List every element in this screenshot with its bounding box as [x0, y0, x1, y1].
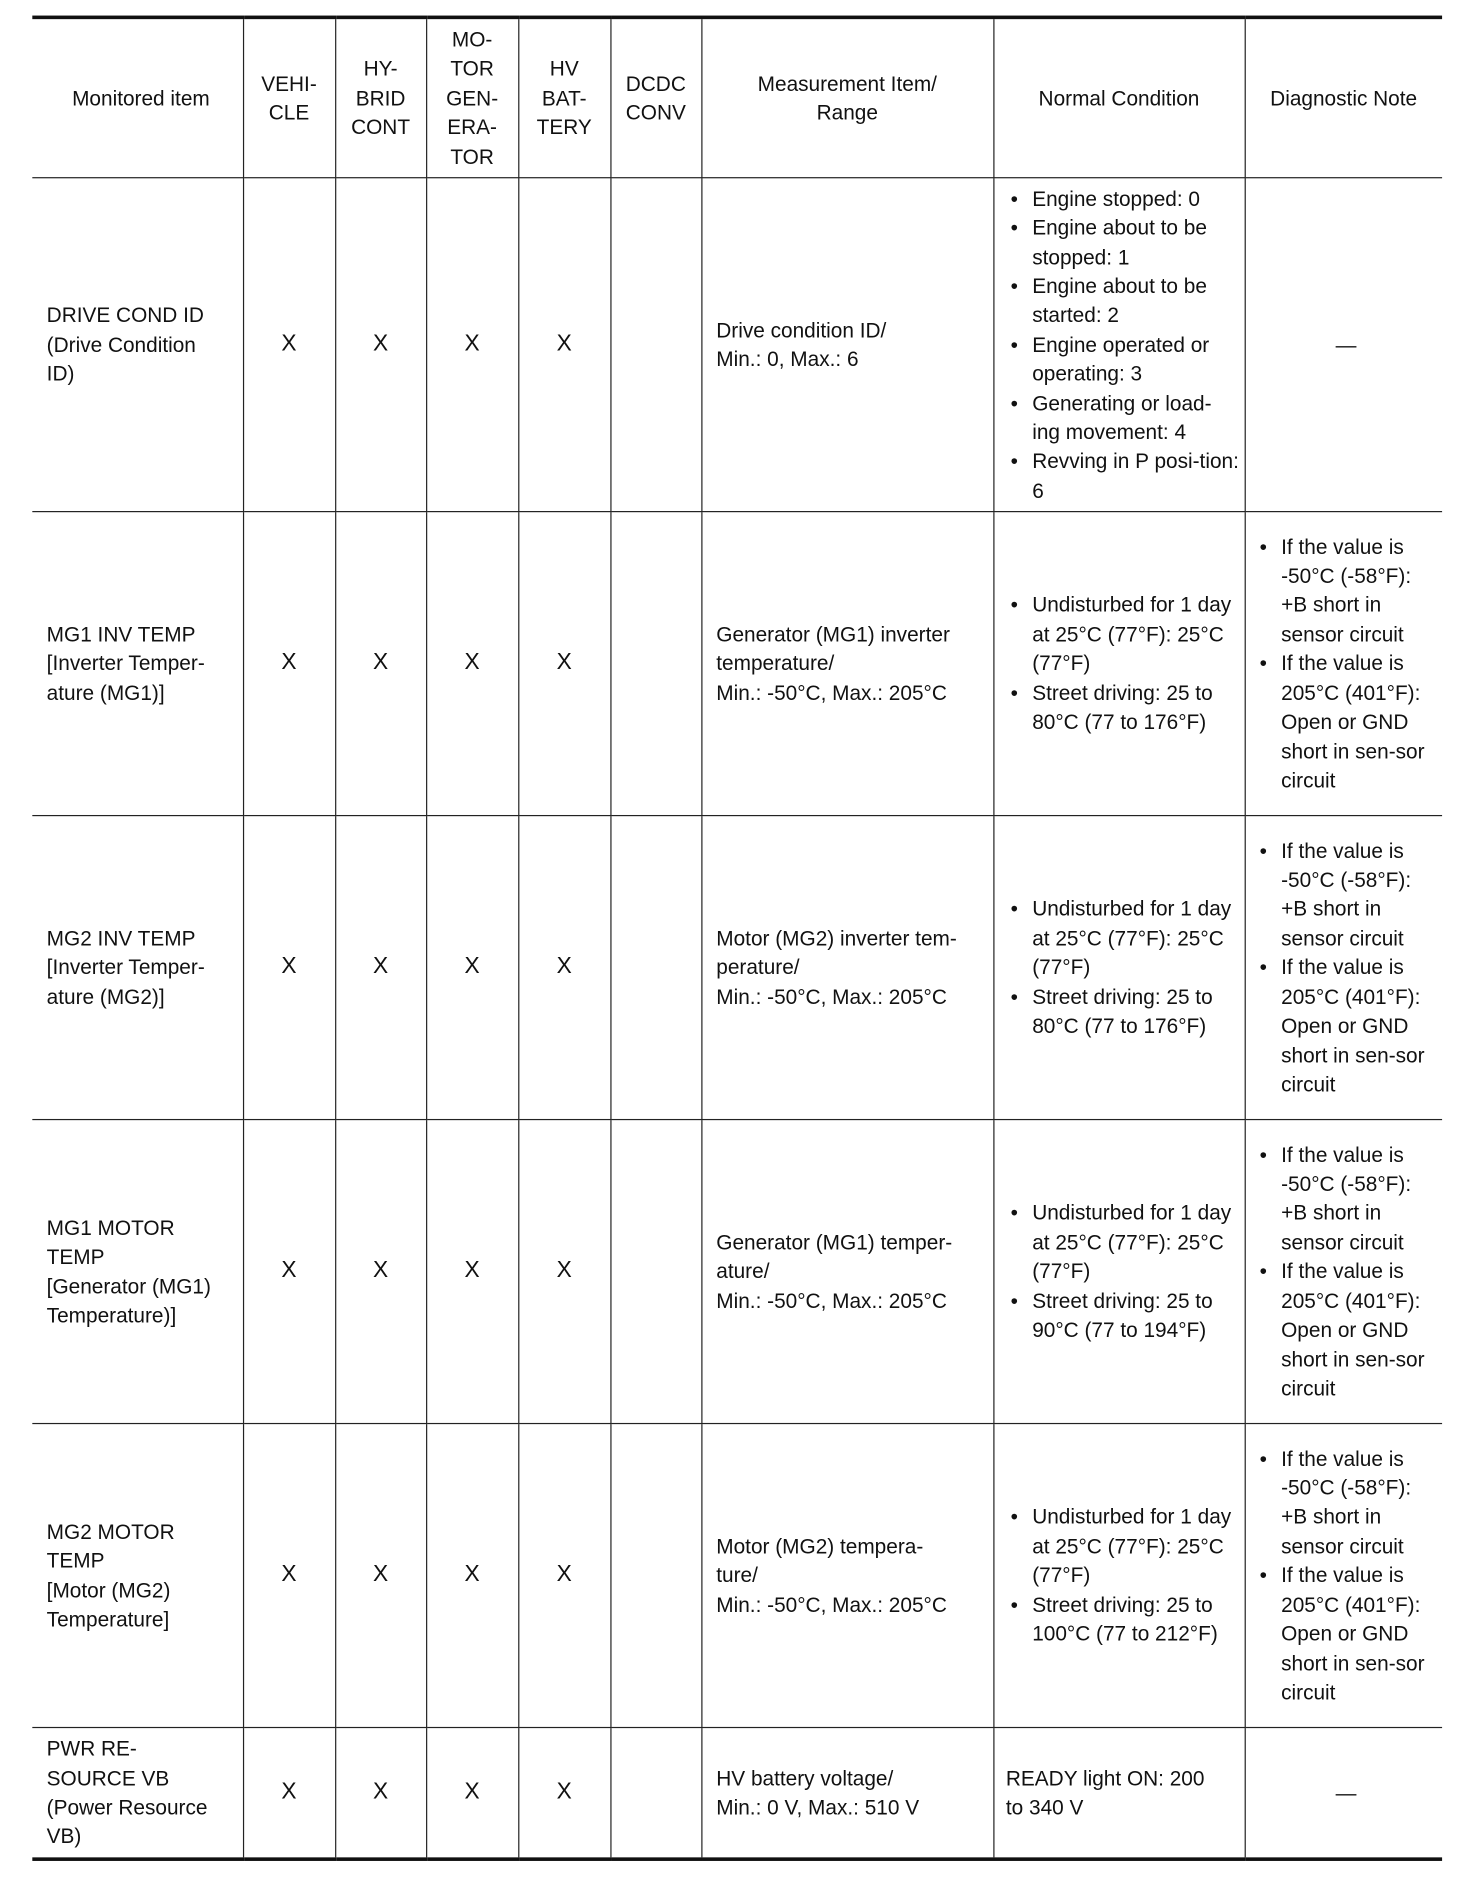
diagnostic-note-cell: —	[1245, 1728, 1442, 1860]
hv-battery-mark: X	[518, 1728, 610, 1860]
monitored-item-cell: PWR RE- SOURCE VB (Power Resource VB)	[32, 1728, 243, 1860]
condition-item: • Engine operated or operating: 3	[1006, 330, 1239, 388]
table-row-mg1-motor-temp	[32, 1120, 1442, 1424]
dcdc-conv-mark	[610, 816, 701, 1120]
measurement-cell: Generator (MG1) inverter temperature/ Min.: -50°C, Max.: 205°C	[701, 512, 993, 816]
monitored-item-cell: MG1 INV TEMP [Inverter Temper- ature (MG1)]	[32, 512, 243, 816]
table-row-drive-cond-id	[32, 178, 1442, 512]
table-row-mg2-motor-temp	[32, 1424, 1442, 1728]
hybrid-cont-mark: X	[335, 1424, 426, 1728]
monitored-item-cell: MG2 INV TEMP [Inverter Temper- ature (MG2)]	[32, 816, 243, 1120]
hybrid-cont-mark: X	[335, 1120, 426, 1424]
condition-item: • Engine about to be started: 2	[1006, 272, 1239, 330]
dcdc-conv-mark	[610, 178, 701, 512]
table-row-mg2-inv-temp	[32, 816, 1442, 1120]
header-diagnostic-note: Diagnostic Note	[1245, 17, 1442, 177]
vehicle-mark: X	[243, 1728, 335, 1860]
table-body	[32, 178, 1442, 1859]
condition-list	[1006, 1503, 1239, 1649]
header-monitored-item: Monitored item	[32, 17, 243, 177]
motor-generator-mark: X	[426, 816, 518, 1120]
vehicle-mark: X	[243, 178, 335, 512]
condition-item: • Undisturbed for 1 day at 25°C (77°F): 25°C (77°F)	[1006, 591, 1239, 679]
diagnostic-note-cell	[1245, 1424, 1442, 1728]
vehicle-mark: X	[243, 1424, 335, 1728]
diagnostic-note-cell	[1245, 816, 1442, 1120]
dcdc-conv-mark	[610, 1728, 701, 1860]
note-item: • If the value is -50°C (-58°F): +B short in sensor circuit	[1255, 1140, 1438, 1257]
measurement-cell: Motor (MG2) tempera- ture/ Min.: -50°C, Max.: 205°C	[701, 1424, 993, 1728]
measurement-cell: Motor (MG2) inverter tem- perature/ Min.: -50°C, Max.: 205°C	[701, 816, 993, 1120]
header-vehicle: VEHI- CLE	[243, 17, 335, 177]
dcdc-conv-mark	[610, 1424, 701, 1728]
dcdc-conv-mark	[610, 1120, 701, 1424]
note-list	[1255, 1444, 1438, 1707]
condition-item: • Engine stopped: 0	[1006, 184, 1239, 213]
normal-condition-cell	[993, 178, 1244, 512]
header-measurement: Measurement Item/ Range	[701, 17, 993, 177]
note-item: • If the value is 205°C (401°F): Open or GND short in sen-sor circuit	[1255, 1561, 1438, 1707]
hv-battery-mark: X	[518, 1120, 610, 1424]
condition-item: • Undisturbed for 1 day at 25°C (77°F): 25°C (77°F)	[1006, 1503, 1239, 1591]
normal-condition-cell: READY light ON: 200 to 340 V	[993, 1728, 1244, 1860]
hybrid-cont-mark: X	[335, 816, 426, 1120]
note-item: • If the value is 205°C (401°F): Open or GND short in sen-sor circuit	[1255, 1257, 1438, 1403]
hv-battery-mark: X	[518, 178, 610, 512]
monitored-item-cell: DRIVE COND ID (Drive Condition ID)	[32, 178, 243, 512]
condition-item: • Undisturbed for 1 day at 25°C (77°F): 25°C (77°F)	[1006, 895, 1239, 983]
hv-battery-mark: X	[518, 1424, 610, 1728]
condition-item: • Undisturbed for 1 day at 25°C (77°F): 25°C (77°F)	[1006, 1199, 1239, 1287]
note-item: • If the value is 205°C (401°F): Open or GND short in sen-sor circuit	[1255, 953, 1438, 1099]
vehicle-mark: X	[243, 512, 335, 816]
hybrid-cont-mark: X	[335, 1728, 426, 1860]
table-row-pwr-resource-vb	[32, 1728, 1442, 1860]
dcdc-conv-mark	[610, 512, 701, 816]
header-row	[32, 17, 1442, 177]
diagnostic-note-cell	[1245, 512, 1442, 816]
condition-item: • Generating or load-ing movement: 4	[1006, 388, 1239, 446]
motor-generator-mark: X	[426, 1424, 518, 1728]
monitored-item-cell: MG1 MOTOR TEMP [Generator (MG1) Temperature)]	[32, 1120, 243, 1424]
motor-generator-mark: X	[426, 178, 518, 512]
normal-condition-cell	[993, 1120, 1244, 1424]
normal-condition-cell	[993, 816, 1244, 1120]
header-normal-condition: Normal Condition	[993, 17, 1244, 177]
motor-generator-mark: X	[426, 512, 518, 816]
condition-item: • Engine about to be stopped: 1	[1006, 213, 1239, 271]
motor-generator-mark: X	[426, 1120, 518, 1424]
condition-item: • Street driving: 25 to 90°C (77 to 194°F)	[1006, 1286, 1239, 1344]
note-list	[1255, 1140, 1438, 1403]
measurement-cell: Generator (MG1) temper- ature/ Min.: -50°C, Max.: 205°C	[701, 1120, 993, 1424]
note-item: • If the value is -50°C (-58°F): +B short in sensor circuit	[1255, 836, 1438, 953]
header-motor-generator: MO- TOR GEN- ERA- TOR	[426, 17, 518, 177]
normal-condition-cell	[993, 512, 1244, 816]
condition-list	[1006, 184, 1239, 505]
condition-item: • Street driving: 25 to 100°C (77 to 212°F)	[1006, 1590, 1239, 1648]
condition-list	[1006, 895, 1239, 1041]
condition-item: • Street driving: 25 to 80°C (77 to 176°F)	[1006, 678, 1239, 736]
note-list	[1255, 532, 1438, 795]
condition-item: • Revving in P posi-tion: 6	[1006, 447, 1239, 505]
diagnostic-note-cell	[1245, 1120, 1442, 1424]
data-monitor-table	[32, 16, 1442, 1861]
condition-list	[1006, 1199, 1239, 1345]
note-item: • If the value is -50°C (-58°F): +B short in sensor circuit	[1255, 532, 1438, 649]
measurement-cell: Drive condition ID/ Min.: 0, Max.: 6	[701, 178, 993, 512]
condition-item: • Street driving: 25 to 80°C (77 to 176°F)	[1006, 982, 1239, 1040]
header-dcdc-conv: DCDC CONV	[610, 17, 701, 177]
note-list	[1255, 836, 1438, 1099]
note-item: • If the value is -50°C (-58°F): +B short in sensor circuit	[1255, 1444, 1438, 1561]
monitored-item-cell: MG2 MOTOR TEMP [Motor (MG2) Temperature]	[32, 1424, 243, 1728]
vehicle-mark: X	[243, 1120, 335, 1424]
vehicle-mark: X	[243, 816, 335, 1120]
condition-list	[1006, 591, 1239, 737]
diagnostic-note-cell: —	[1245, 178, 1442, 512]
measurement-cell: HV battery voltage/ Min.: 0 V, Max.: 510 V	[701, 1728, 993, 1860]
motor-generator-mark: X	[426, 1728, 518, 1860]
hybrid-cont-mark: X	[335, 512, 426, 816]
header-hybrid-cont: HY- BRID CONT	[335, 17, 426, 177]
hv-battery-mark: X	[518, 512, 610, 816]
hybrid-cont-mark: X	[335, 178, 426, 512]
table-row-mg1-inv-temp	[32, 512, 1442, 816]
header-hv-battery: HV BAT- TERY	[518, 17, 610, 177]
note-item: • If the value is 205°C (401°F): Open or GND short in sen-sor circuit	[1255, 649, 1438, 795]
hv-battery-mark: X	[518, 816, 610, 1120]
normal-condition-cell	[993, 1424, 1244, 1728]
